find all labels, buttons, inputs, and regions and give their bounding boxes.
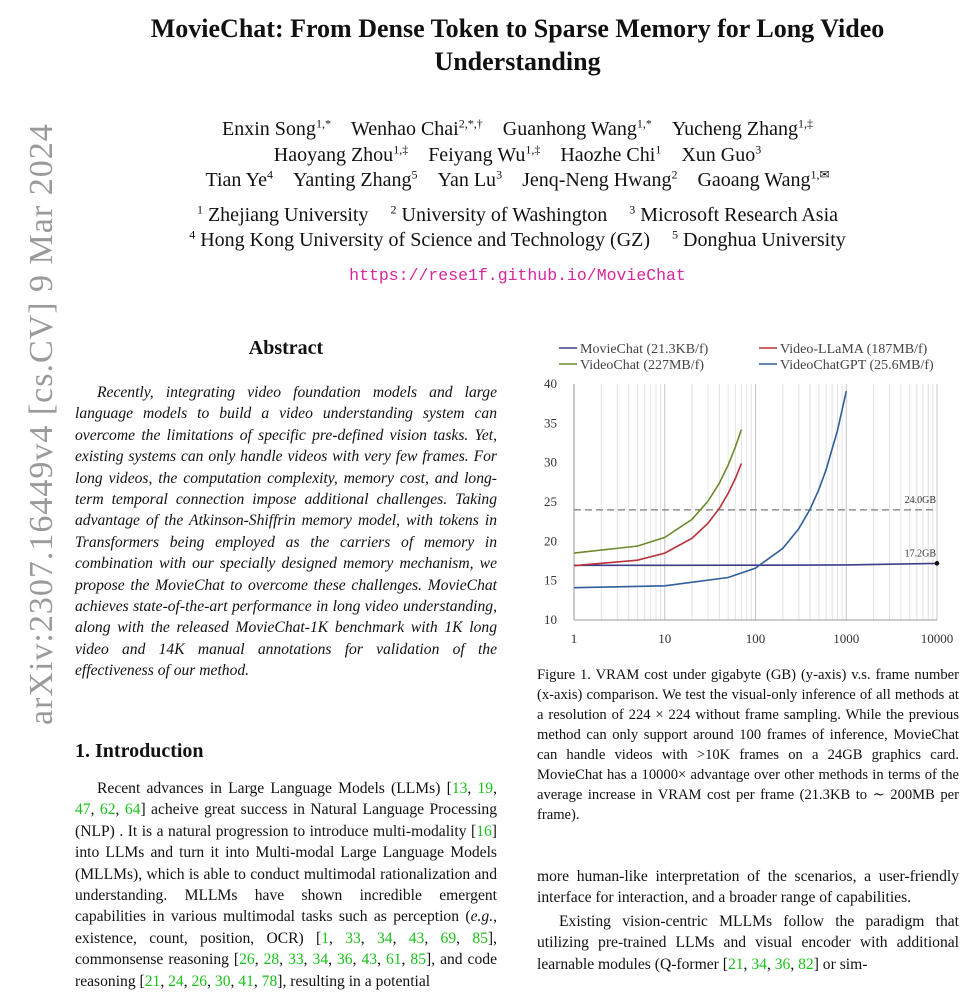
right-paragraph-1: more human-like interpretation of the scenarios, a user-friendly interface for interaction, and a broader range of capabilities. bbox=[537, 868, 959, 907]
reference-label-17gb: 17.2GB bbox=[904, 548, 936, 560]
author-list-row-3 bbox=[120, 168, 915, 193]
author-name: Enxin Song$^{1,*}$ bbox=[222, 116, 331, 140]
citation-link[interactable]: 34 bbox=[751, 955, 767, 973]
figure-1-chart bbox=[537, 336, 959, 656]
author-affiliation-marker: 2,*,† bbox=[458, 116, 483, 131]
author-name: Gaoang Wang$^{1,✉}$ bbox=[697, 167, 830, 191]
citation-link[interactable]: 34 bbox=[376, 929, 393, 947]
x-tick-label: 100 bbox=[745, 631, 766, 646]
y-tick-label: 10 bbox=[544, 612, 557, 627]
citation-link[interactable]: 33 bbox=[345, 929, 361, 947]
x-tick-label: 1 bbox=[570, 631, 578, 646]
affiliation: $^4$ Hong Kong University of Science and Technology (GZ) bbox=[189, 227, 651, 251]
citation-link[interactable]: 85 bbox=[472, 929, 488, 947]
affiliation: $^1$ Zhejiang University bbox=[196, 202, 369, 226]
author-affiliation-marker: 1,✉ bbox=[810, 167, 830, 182]
citation-link[interactable]: 64 bbox=[124, 801, 141, 819]
citation-link[interactable]: 28 bbox=[263, 951, 280, 969]
x-tick-label: 10000 bbox=[920, 631, 954, 646]
citation-link[interactable]: 21 bbox=[727, 955, 744, 973]
citation-link[interactable]: 13 bbox=[451, 780, 468, 797]
introduction-paragraph: Recent advances in Large Language Models (LLMs) [13, 19, 47, 62, 64] acheive great success in Natural Language Processing (NLP) . It is a natural progression to introduce multi-modality [16] into LLMs and turn it into Multi-modal Large Language Models (MLLMs), which is able to conduct multimodal rationalization and understanding. MLLMs have shown incredible emergent capabilities in various multimodal tasks such as perception (e.g., existence, count, position, OCR) [1, 33, 34, 43, 69, 85], commonsense reasoning [26, 28, 33, 34, 36, 43, 61, 85], and code reasoning [21, 24, 26, 30, 41, 78], resulting in a potential bbox=[75, 780, 498, 990]
author-list-row-2 bbox=[120, 143, 915, 168]
citation-link[interactable]: 26 bbox=[239, 951, 255, 969]
moviechat-endpoint-marker bbox=[935, 561, 940, 566]
author-name: Yanting Zhang$^5$ bbox=[292, 167, 418, 191]
reference-label-24gb: 24.0GB bbox=[904, 494, 936, 506]
author-name: Feiyang $Wu^{1,\ddagger}$ bbox=[428, 142, 541, 166]
citation-link[interactable]: 19 bbox=[477, 780, 494, 797]
citation-link[interactable]: 69 bbox=[440, 929, 457, 947]
citation-link[interactable]: 41 bbox=[238, 972, 254, 990]
legend-label: Video-LLaMA (187MB/f) bbox=[780, 342, 928, 357]
citation-link[interactable]: 43 bbox=[408, 929, 425, 947]
citation-link[interactable]: 26 bbox=[191, 972, 208, 990]
citation-link[interactable]: 1 bbox=[321, 929, 329, 947]
citation-link[interactable]: 36 bbox=[774, 955, 791, 973]
affiliation: $^3$ Microsoft Research Asia bbox=[629, 202, 839, 226]
citation-link[interactable]: 34 bbox=[312, 951, 329, 969]
citation-link[interactable]: 36 bbox=[337, 951, 353, 969]
author-affiliation-marker: 2 bbox=[671, 167, 678, 182]
citation-link[interactable]: 16 bbox=[476, 822, 492, 840]
abstract-text: Recently, integrating video foundation models and large language models to build a video understanding system can overcome the limitations of specific pre-defined vision tasks. Yet, existing systems can only handle videos with very few frames. For long videos, the computation complexity, memory cost, and long-term temporal connection impose additional challenges. Taking advantage of the Atkinson-Shiffrin memory model, with tokens in Transformers being employed as the carriers of memory in combination with our specially designed memory mechanism, we propose the MovieChat to overcome these challenges. MovieChat achieves state-of-the-art performance in long video understanding, along with the released MovieChat-1K benchmark with 1K long video and 14K manual annotations for validation of the effectiveness of our method. bbox=[75, 384, 497, 680]
y-tick-label: 25 bbox=[544, 494, 557, 509]
author-name: Yan Lu$^3$ bbox=[437, 167, 503, 191]
x-tick-label: 10 bbox=[658, 631, 672, 646]
paper-title: MovieChat: From Dense Token to Sparse Memory for Long Video Understanding bbox=[150, 14, 885, 76]
abstract-heading: Abstract bbox=[248, 337, 324, 359]
affiliation-row-1 bbox=[120, 203, 915, 228]
citation-link[interactable]: 47 bbox=[75, 801, 91, 819]
author-affiliation-marker: 1,‡ bbox=[797, 116, 813, 131]
y-tick-label: 35 bbox=[544, 415, 557, 431]
author-name: Wenhao Chai$^{2,*,\dagger}$ bbox=[350, 116, 483, 140]
vram-chart-svg bbox=[537, 336, 959, 656]
project-url-link[interactable]: https://rese1f.github.io/MovieChat bbox=[349, 266, 686, 285]
author-name: Yucheng Zhang$^{1,\ddagger}$ bbox=[671, 116, 813, 140]
author-name: Xun Guo$^3$ bbox=[681, 142, 762, 166]
series-line-3 bbox=[574, 391, 846, 588]
citation-link[interactable]: 30 bbox=[214, 972, 231, 990]
figure-1-caption: Figure 1. VRAM cost under gigabyte (GB) (y-axis) v.s. frame number (x-axis) comparison. We test the visual-only inference of all methods at a resolution of 224 × 224 without frame sampling. While the previous method can only support around 100 frames of inference, MovieChat can handle videos with >10K frames on a 24GB graphics card. MovieChat has a 10000× advantage over other methods in terms of the average increase in VRAM cost per frame (21.3KB to ∼ 200MB per frame). bbox=[537, 667, 959, 823]
author-affiliation-marker: 1,* bbox=[636, 116, 652, 131]
author-name: Tian Ye$^4$ bbox=[205, 167, 273, 191]
citation-link[interactable]: 21 bbox=[144, 972, 161, 990]
author-affiliation-marker: 1,‡ bbox=[525, 142, 541, 157]
y-tick-label: 30 bbox=[544, 454, 557, 470]
author-affiliation-marker: 1,‡ bbox=[393, 142, 409, 157]
legend-label: VideoChatGPT (25.6MB/f) bbox=[780, 358, 934, 373]
y-tick-label: 40 bbox=[544, 376, 557, 391]
author-name: Haozhe Chi$^1$ bbox=[560, 142, 662, 166]
citation-link[interactable]: 24 bbox=[168, 972, 184, 990]
citation-link[interactable]: 33 bbox=[288, 951, 304, 969]
y-tick-label: 20 bbox=[544, 533, 557, 549]
introduction-heading: 1. Introduction bbox=[75, 740, 204, 762]
author-affiliation-marker: 5 bbox=[411, 167, 418, 182]
author-list-row-1 bbox=[120, 117, 915, 142]
x-tick-label: 1000 bbox=[833, 631, 860, 646]
legend-label: MovieChat (21.3KB/f) bbox=[580, 342, 709, 357]
author-name: Guanhong Wang$^{1,*}$ bbox=[502, 116, 652, 140]
citation-link[interactable]: 85 bbox=[410, 951, 426, 969]
affiliation: $^5$ Donghua University bbox=[672, 227, 846, 251]
arxiv-identifier-stamp: arXiv:2307.16449v4 [cs.CV] 9 Mar 2024 bbox=[23, 123, 60, 725]
right-column-text bbox=[537, 866, 959, 975]
author-affiliation-marker: 3 bbox=[496, 167, 503, 182]
citation-link[interactable]: 78 bbox=[261, 972, 278, 990]
author-affiliation-marker: 3 bbox=[755, 142, 762, 157]
author-name: Haoyang Zhou$^{1,\ddagger}$ bbox=[273, 142, 409, 166]
author-affiliation-marker: 1,* bbox=[315, 116, 331, 131]
citation-link[interactable]: 61 bbox=[385, 951, 402, 969]
citation-link[interactable]: 43 bbox=[361, 951, 378, 969]
author-name: Jenq-Neng Hwang$^2$ bbox=[522, 167, 678, 191]
right-paragraph-2: Existing vision-centric MLLMs follow the paradigm that utilizing pre-trained LLMs and visual encoder with additional learnable modules (Q-former [21, 34, 36, 82] or sim- bbox=[537, 912, 959, 973]
affiliation-row-2 bbox=[120, 228, 915, 253]
author-affiliation-marker: 4 bbox=[266, 167, 273, 182]
citation-link[interactable]: 82 bbox=[798, 955, 814, 973]
citation-link[interactable]: 62 bbox=[99, 801, 116, 819]
series-line-2 bbox=[574, 430, 741, 553]
author-affiliation-marker: 1 bbox=[655, 142, 662, 157]
y-tick-label: 15 bbox=[544, 572, 557, 588]
affiliation: $^2$ University of Washington bbox=[390, 202, 608, 226]
legend-label: VideoChat (227MB/f) bbox=[580, 358, 704, 373]
